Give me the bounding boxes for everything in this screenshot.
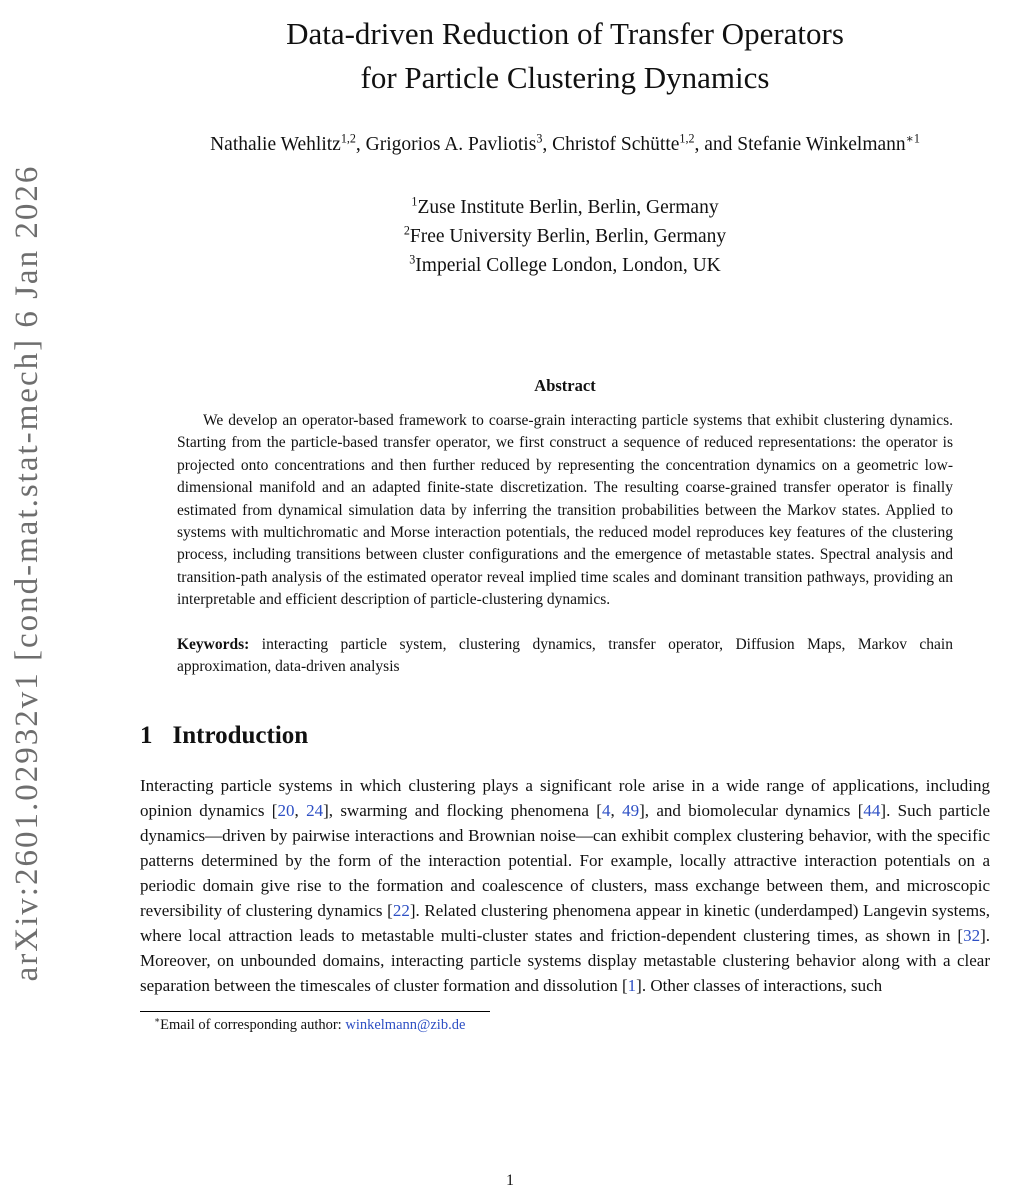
citation-link-22[interactable]: 22 xyxy=(392,901,410,920)
citation-link-44[interactable]: 44 xyxy=(863,801,881,821)
authors-line: Nathalie Wehlitz$^{1,2}$, Grigorios A. Pavliotis$^3$, Christof Schütte$^{1,2}$, and Stefanie Winkelmann$^{∗1}$ xyxy=(210,131,920,155)
footnote: ∗Email of corresponding author: winkelmann@zib.de xyxy=(154,1014,466,1033)
abstract-heading: Abstract xyxy=(534,376,596,395)
paper-content xyxy=(140,0,990,1034)
citation-link-24[interactable]: 24 xyxy=(306,801,324,821)
arxiv-watermark: arXiv:2601.02932v1 [cond-mat.stat-mech] 6 Jan 2026 xyxy=(9,164,45,982)
citation-link-20[interactable]: 20 xyxy=(277,801,295,821)
section-title: Introduction xyxy=(172,722,309,750)
citation-link-1[interactable]: 1 xyxy=(627,975,637,995)
section-number: 1 xyxy=(140,722,153,750)
paper-title-line1: Data-driven Reduction of Transfer Operators xyxy=(286,16,844,51)
paper-title xyxy=(140,12,990,100)
paper-title-line2: for Particle Clustering Dynamics xyxy=(360,60,770,95)
affiliations xyxy=(140,193,990,280)
section-heading-introduction xyxy=(140,722,990,750)
abstract-block xyxy=(177,376,953,678)
citation-link-49[interactable]: 49 xyxy=(622,801,640,821)
affiliation-1: $^1$Zuse Institute Berlin, Berlin, Germany xyxy=(411,194,719,218)
affiliation-3: $^3$Imperial College London, London, UK xyxy=(409,252,721,276)
affiliation-2: $^2$Free University Berlin, Berlin, Germany xyxy=(403,223,727,247)
page-number: 1 xyxy=(506,1172,514,1189)
abstract-text: We develop an operator-based framework to coarse-grain interacting particle systems that exhibit clustering dynamics. Starting from the particle-based transfer operator, we first construct a sequence of reduced representations: the operator is projected onto concentrations and then further reduced by representing the concentration dynamics on a geometric low-dimensional manifold and an adapted finite-state discretization. The resulting coarse-grained transfer operator is finally estimated from dynamical simulation data by inferring the transition probabilities between the Markov states. Applied to systems with multichromatic and Morse interaction potentials, the reduced model reproduces key features of the clustering process, including transitions between cluster configurations and the emergence of metastable states. Spectral analysis and transition-path analysis of the estimated operator reveal implied time scales and dominant transition pathways, providing an interpretable and efficient description of particle-clustering dynamics. xyxy=(177,412,953,609)
keywords-line: Keywords: interacting particle system, clustering dynamics, transfer operator, Diffusion Maps, Markov chain approximation, data-driven analysis xyxy=(177,635,953,676)
email-link[interactable]: winkelmann@zib.de xyxy=(345,1016,466,1033)
citation-link-4[interactable]: 4 xyxy=(601,801,611,821)
introduction-paragraph: Interacting particle systems in which clustering plays a significant role arise in a wide range of applications, including opinion dynamics [20, 24], swarming and flocking phenomena [4, 49], and biomolecular dynamics [44]. Such particle dynamics—driven by pairwise interactions and Brownian noise—can exhibit complex clustering behavior, with the specific patterns determined by the form of the interaction potential. For example, locally attractive interaction potentials on a periodic domain give rise to the formation and coalescence of clusters, mass exchange between them, and microscopic reversibility of clustering dynamics [22]. Related clustering phenomena appear in kinetic (underdamped) Langevin systems, where local attraction leads to metastable multi-cluster states and friction-dependent clustering times, as shown in [32]. Moreover, on unbounded domains, interacting particle systems display metastable clustering behavior along with a clear separation between the timescales of cluster formation and dissolution [1]. Other classes of interactions, such xyxy=(140,776,990,995)
footnote-rule xyxy=(140,1011,490,1012)
citation-link-32[interactable]: 32 xyxy=(963,925,981,945)
